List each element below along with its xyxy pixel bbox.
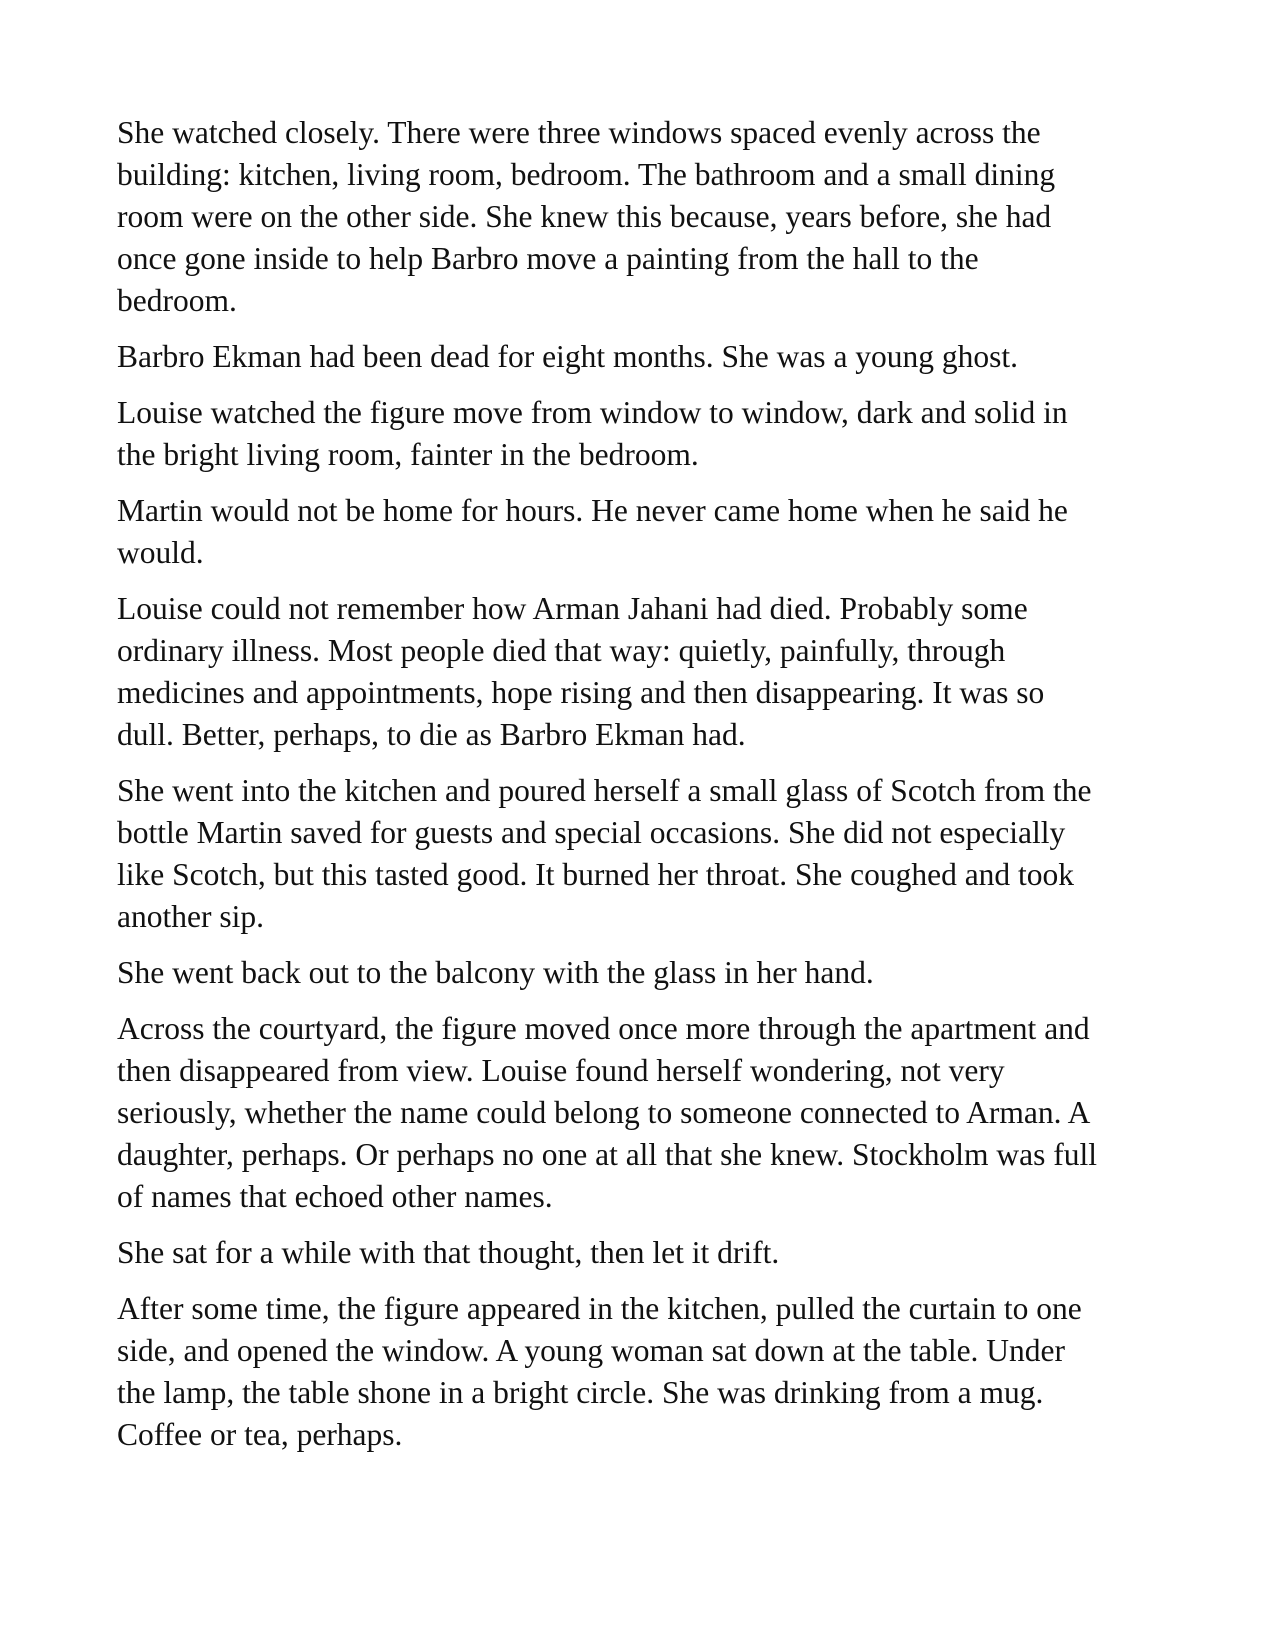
text-line: Across the courtyard, the figure moved once more through the apartment and bbox=[117, 1011, 1090, 1046]
paragraph bbox=[117, 1232, 1167, 1274]
text-line: Martin would not be home for hours. He never came home when he said he bbox=[117, 493, 1068, 528]
text-line: ordinary illness. Most people died that way: quietly, painfully, through bbox=[117, 633, 1006, 668]
text-line: medicines and appointments, hope rising and then disappearing. It was so bbox=[117, 675, 1045, 710]
text-line: After some time, the figure appeared in the kitchen, pulled the curtain to one bbox=[117, 1291, 1082, 1326]
paragraph bbox=[117, 1288, 1167, 1456]
text-line: of names that echoed other names. bbox=[117, 1179, 553, 1214]
paragraph bbox=[117, 1008, 1167, 1218]
text-line: building: kitchen, living room, bedroom. The bathroom and a small dining bbox=[117, 157, 1056, 192]
text-line: room were on the other side. She knew this because, years before, she had bbox=[117, 199, 1052, 234]
text-line: Louise could not remember how Arman Jahani had died. Probably some bbox=[117, 591, 1028, 626]
text-line: She sat for a while with that thought, then let it drift. bbox=[117, 1235, 780, 1270]
text-line: like Scotch, but this tasted good. It burned her throat. She coughed and took bbox=[117, 857, 1075, 892]
text-line: would. bbox=[117, 535, 204, 570]
text-line: then disappeared from view. Louise found herself wondering, not very bbox=[117, 1053, 1005, 1088]
paragraph bbox=[117, 392, 1167, 476]
paragraph bbox=[117, 770, 1167, 938]
text-line: Barbro Ekman had been dead for eight months. She was a young ghost. bbox=[117, 339, 1019, 374]
text-line: She watched closely. There were three windows spaced evenly across the bbox=[117, 115, 1041, 150]
paragraph bbox=[117, 336, 1167, 378]
text-line: seriously, whether the name could belong to someone connected to Arman. A bbox=[117, 1095, 1091, 1130]
text-line: bottle Martin saved for guests and special occasions. She did not especially bbox=[117, 815, 1066, 850]
paragraph bbox=[117, 490, 1167, 574]
text-line: side, and opened the window. A young woman sat down at the table. Under bbox=[117, 1333, 1066, 1368]
paragraph bbox=[117, 112, 1167, 322]
text-line: She went into the kitchen and poured herself a small glass of Scotch from the bbox=[117, 773, 1092, 808]
text-line: another sip. bbox=[117, 899, 264, 934]
text-line: once gone inside to help Barbro move a painting from the hall to the bbox=[117, 241, 979, 276]
paragraph bbox=[117, 952, 1167, 994]
text-line: Coffee or tea, perhaps. bbox=[117, 1417, 403, 1452]
text-line: daughter, perhaps. Or perhaps no one at all that she knew. Stockholm was full bbox=[117, 1137, 1097, 1172]
text-line: the lamp, the table shone in a bright circle. She was drinking from a mug. bbox=[117, 1375, 1044, 1410]
text-line: bedroom. bbox=[117, 283, 237, 318]
document-page bbox=[117, 112, 1167, 1470]
text-line: the bright living room, fainter in the bedroom. bbox=[117, 437, 699, 472]
paragraph bbox=[117, 588, 1167, 756]
text-line: dull. Better, perhaps, to die as Barbro Ekman had. bbox=[117, 717, 746, 752]
text-line: She went back out to the balcony with the glass in her hand. bbox=[117, 955, 874, 990]
text-line: Louise watched the figure move from window to window, dark and solid in bbox=[117, 395, 1068, 430]
